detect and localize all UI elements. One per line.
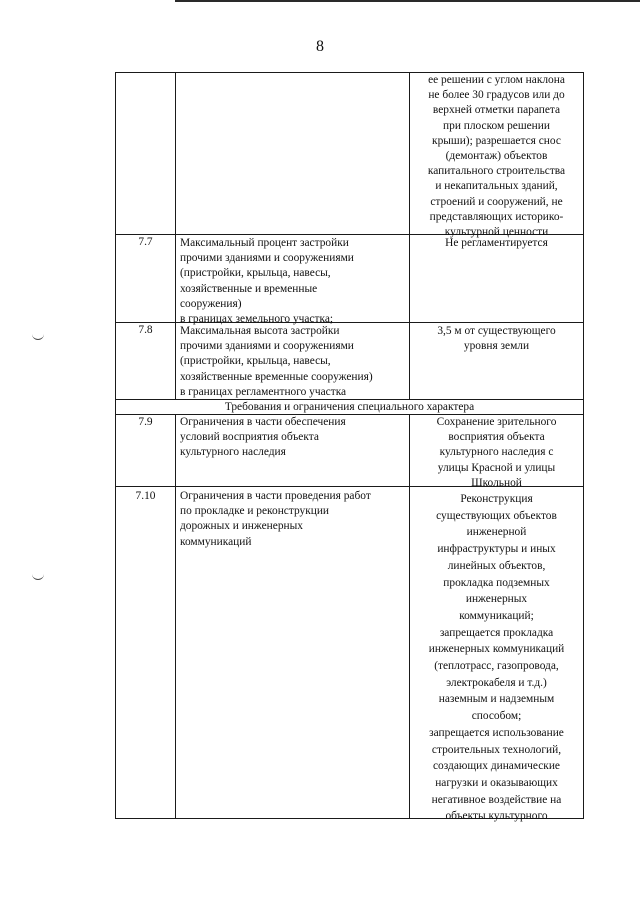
parameter-value-line: запрещается прокладка [439, 626, 554, 639]
parameter-value-line: Реконструкция [460, 493, 533, 505]
parameter-value-line: (демонтаж) объектов [445, 150, 548, 162]
parameter-value-line: при плоском решении [443, 119, 550, 132]
parameter-value-line: строений и сооружений, не [430, 195, 563, 208]
parameter-name-line: Максимальная высота застройки [180, 325, 340, 337]
parameter-value-line: инженерных [465, 593, 528, 606]
parameter-name-line: Ограничения в части обеспечения [180, 416, 346, 428]
parameter-value-line: существующих объектов [436, 509, 557, 522]
parameter-value-line: объекты культурного [445, 810, 548, 823]
parameter-value-line: наземным и надземным [438, 693, 555, 706]
parameter-value-line: создающих динамические [433, 760, 560, 773]
parameter-value-line: нагрузки и оказывающих [435, 776, 558, 789]
row-number: 7.7 [138, 236, 153, 248]
parameter-name-line: сооружения) [180, 297, 242, 310]
parameter-value-line: линейных объектов, [447, 559, 546, 572]
parameter-value-line: коммуникаций; [459, 609, 534, 622]
parameter-value-line: и некапитальных зданий, [435, 180, 558, 193]
parameter-value-line: верхней отметки парапета [432, 104, 561, 117]
parameter-value-line: инженерной [466, 526, 527, 539]
parameter-value-line: капитального строительства [427, 165, 566, 178]
parameter-value-line: ее решении с углом наклона [428, 74, 565, 86]
parameter-name-line: культурного наследия [180, 446, 286, 459]
parameter-value-line: культурной ценности [444, 226, 549, 238]
parameter-name-line: хозяйственные временные сооружения) [180, 370, 373, 383]
parameter-value-line: Не регламентируется [445, 237, 548, 249]
parameter-value-line: Школьной [471, 476, 522, 489]
parameter-value-line: инженерных коммуникаций [428, 643, 565, 656]
parameter-value-line: улицы Красной и улицы [437, 461, 556, 474]
parameter-value-line: способом; [471, 710, 522, 723]
parameter-name-line: дорожных и инженерных [180, 520, 303, 533]
parameter-value-line: восприятия объекта [448, 431, 545, 444]
parameter-value-line: инфраструктуры и иных [437, 543, 556, 556]
parameter-value-line: не более 30 градусов или до [428, 89, 565, 102]
section-heading: Требования и ограничения специального характера [224, 401, 475, 413]
parameter-value-line: 3,5 м от существующего [437, 325, 556, 337]
parameter-name-line: в границах земельного участка; [180, 313, 334, 325]
row-number: 7.10 [135, 490, 156, 502]
parameter-name-line: прочими зданиями и сооружениями [180, 252, 354, 265]
parameter-value-line: культурного наследия с [439, 446, 554, 459]
parameter-value-line: (теплотрасс, газопровода, [434, 660, 559, 672]
parameter-name-line: в границах регламентного участка [180, 385, 347, 398]
parameter-value-line: крыши); разрешается снос [432, 134, 561, 147]
parameter-value-line: прокладка подземных [443, 576, 550, 589]
row-number: 7.8 [138, 324, 153, 336]
parameter-name-line: коммуникаций [180, 535, 252, 548]
parameter-name-line: Ограничения в части проведения работ [180, 490, 371, 502]
parameter-value-line: представляющих историко- [429, 210, 564, 223]
parameter-value-line: Сохранение зрительного [436, 416, 557, 428]
page-number: 8 [316, 38, 324, 55]
parameter-name-line: хозяйственные и временные [180, 282, 318, 295]
row-number: 7.9 [138, 416, 153, 428]
parameter-name-line: (пристройки, крыльца, навесы, [180, 267, 331, 280]
parameter-name-line: Максимальный процент застройки [180, 237, 349, 249]
parameter-name-line: по прокладке и реконструкции [180, 505, 330, 518]
parameter-name-line: (пристройки, крыльца, навесы, [180, 355, 331, 368]
parameter-value-line: уровня земли [463, 340, 530, 353]
parameter-value-line: строительных технологий, [431, 743, 562, 756]
parameter-value-line: запрещается использование [429, 726, 564, 739]
parameter-value-line: электрокабеля и т.д.) [446, 676, 547, 689]
parameter-value-line: негативное воздействие на [431, 793, 562, 806]
parameter-name-line: условий восприятия объекта [180, 431, 319, 444]
parameter-name-line: прочими зданиями и сооружениями [180, 340, 354, 353]
